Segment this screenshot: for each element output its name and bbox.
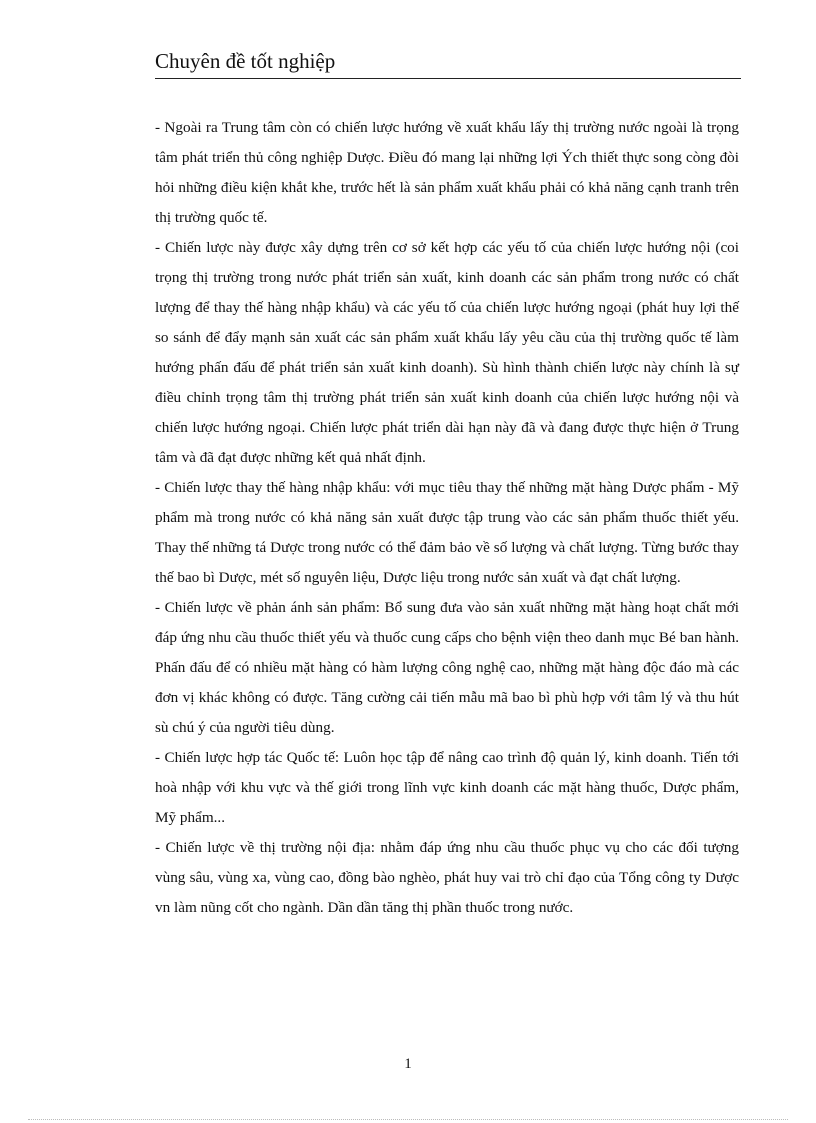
page-number: 1 [404, 1056, 412, 1072]
page-bottom-divider [28, 1119, 788, 1120]
paragraph-combined-strategy: - Chiến lược này được xây dựng trên cơ sở kết hợp các yếu tố của chiến lược hướng nội (coi trọng thị trường trong nước phát triển sản xuất, kinh doanh các sản phẩm trong nước có chất lượng để thay thế hàng nhập khẩu) và các yếu tố của chiến lược hướng ngoại (phát huy lợi thế so sánh để đẩy mạnh sản xuất các sản phẩm xuất khẩu lấy yêu cầu của thị trường quốc tế làm hướng phấn đấu để phát triển sản xuất kinh doanh). Sù hình thành chiến lược này chính là sự điều chỉnh trọng tâm thị trường phát triển sản xuất kinh doanh của chiến lược hướng nội và chiến lược hướng ngoại. Chiến lược phát triển dài hạn này đã và đang được thực hiện ở Trung tâm và đã đạt được những kết quả nhất định. [155, 239, 739, 466]
paragraph-import-substitution: - Chiến lược thay thế hàng nhập khẩu: với mục tiêu thay thế những mặt hàng Dược phẩm - Mỹ phẩm mà trong nước có khả năng sản xuất được tập trung vào các sản phẩm thuốc thiết yếu. Thay thế những tá Dược trong nước có thể đảm bảo về số lượng và chất lượng. Từng bước thay thế bao bì Dược, mét số nguyên liệu, Dược liệu trong nước sản xuất và đạt chất lượng. [155, 479, 739, 586]
paragraph-international-cooperation: - Chiến lược hợp tác Quốc tế: Luôn học tập để nâng cao trình độ quản lý, kinh doanh. Tiến tới hoà nhập với khu vực và thế giới trong lĩnh vực kinh doanh các mặt hàng thuốc, Dược phẩm, Mỹ phẩm... [155, 749, 739, 826]
paragraph-product-strategy: - Chiến lược về phản ánh sản phẩm: Bổ sung đưa vào sản xuất những mặt hàng hoạt chất mới đáp ứng nhu cầu thuốc thiết yếu và thuốc cung cấps cho bệnh viện theo danh mục Bé ban hành. Phấn đấu để có nhiều mặt hàng có hàm lượng công nghệ cao, những mặt hàng độc đáo mà các đơn vị khác không có được. Tăng cường cải tiến mẫu mã bao bì phù hợp với tâm lý và thu hút sù chú ý của người tiêu dùng. [155, 599, 739, 736]
page-header [155, 46, 741, 79]
paragraph-export-strategy: - Ngoài ra Trung tâm còn có chiến lược hướng về xuất khẩu lấy thị trường nước ngoài là trọng tâm phát triển thủ công nghiệp Dược. Điều đó mang lại những lợi Ých thiết thực song còng đòi hỏi những điều kiện khắt khe, trước hết là sản phẩm xuất khẩu phải có khả năng cạnh tranh trên thị trường quốc tế. [155, 119, 739, 226]
paragraph-domestic-market: - Chiến lược về thị trường nội địa: nhằm đáp ứng nhu cầu thuốc phục vụ cho các đối tượng vùng sâu, vùng xa, vùng cao, đồng bào nghèo, phát huy vai trò chỉ đạo của Tổng công ty Dược vn làm nũng cốt cho ngành. Dần dần tăng thị phần thuốc trong nước. [155, 839, 739, 916]
document-body [155, 113, 739, 923]
page-title: Chuyên đề tốt nghiệp [155, 49, 336, 73]
